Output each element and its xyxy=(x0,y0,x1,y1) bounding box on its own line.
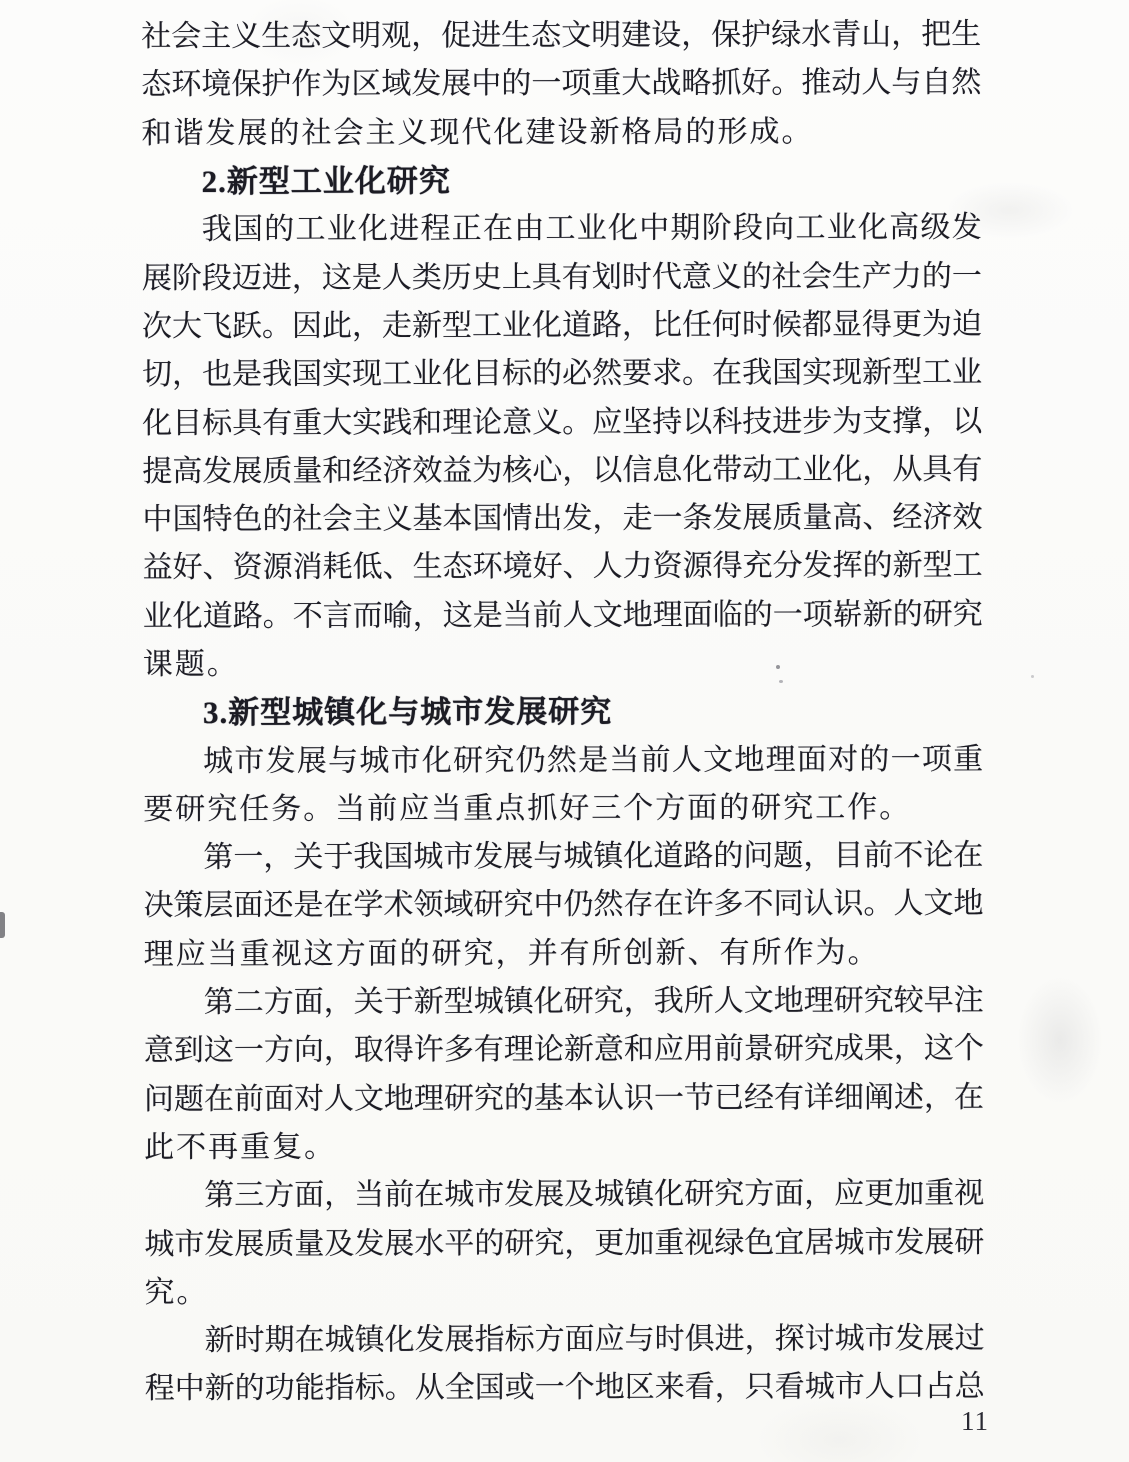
text-line: 和谐发展的社会主义现代化建设新格局的形成。 xyxy=(141,115,814,150)
paragraph xyxy=(145,1311,985,1410)
text-line: 第 三 方 面 ， 当 前 在 城 市 发 展 及 城 镇 化 研 究 方 面 ， 应 更 加 重 视 xyxy=(204,1177,985,1213)
text-line: 提 高 发 展 质 量 和 经 济 效 益 为 核 心 ， 以 信 息 化 带 动 工 业 化 ， 从 具 有 xyxy=(142,452,983,488)
text-line: 益 好 、 资 源 消 耗 低 、 生 态 环 境 好 、 人 力 资 源 得 充 分 发 挥 的 新 型 工 xyxy=(142,549,983,585)
text-line: 我 国 的 工 业 化 进 程 正 在 由 工 业 化 中 期 阶 段 向 工 业 化 高 级 发 xyxy=(201,211,982,247)
text-line: 社 会 主 义 生 态 文 明 观 ， 促 进 生 态 文 明 建 设 ， 保 护 绿 水 青 山 ， 把 生 xyxy=(141,18,982,54)
text-line: 课题。 xyxy=(142,647,239,682)
text-line: 第 一 ， 关 于 我 国 城 市 发 展 与 城 镇 化 道 路 的 问 题 ， 目 前 不 论 在 xyxy=(203,839,984,875)
page-number: 11 xyxy=(961,1406,989,1436)
scan-edge-artifact xyxy=(0,912,5,938)
paragraph xyxy=(142,200,983,685)
text-line: 此不再重复。 xyxy=(144,1130,337,1165)
text-line: 切 ， 也 是 我 国 实 现 工 业 化 目 标 的 必 然 要 求 。 在 我 国 实 现 新 型 工 业 xyxy=(142,356,983,392)
text-line: 城 市 发 展 质 量 及 发 展 水 平 的 研 究 ， 更 加 重 视 绿 色 宜 居 城 市 发 展 研 xyxy=(144,1225,985,1261)
text-line: 问 题 在 前 面 对 人 文 地 理 研 究 的 基 本 认 识 一 节 已 经 有 详 细 阐 述 ， 在 xyxy=(143,1080,985,1116)
text-line: 化 目 标 具 有 重 大 实 践 和 理 论 意 义 。 应 坚 持 以 科 技 进 步 为 支 撑 ， 以 xyxy=(142,404,983,440)
text-line: 城 市 发 展 与 城 市 化 研 究 仍 然 是 当 前 人 文 地 理 面 对 的 一 项 重 xyxy=(203,742,984,778)
text-line: 要研究任务。当前应当重点抓好三个方面的研究工作。 xyxy=(143,790,912,826)
heading-line: 3.新型城镇化与城市发展研究 xyxy=(202,693,613,730)
text-line: 态 环 境 保 护 作 为 区 域 发 展 中 的 一 项 重 大 战 略 抓 好 。 推 动 人 与 自 然 xyxy=(141,66,982,102)
heading-line: 2.新型工业化研究 xyxy=(201,162,451,199)
text-line: 决 策 层 面 还 是 在 学 术 领 域 研 究 中 仍 然 存 在 许 多 不 同 认 识 。 人 文 地 xyxy=(143,887,984,923)
section-heading xyxy=(142,152,982,202)
text-line: 展 阶 段 迈 进 ， 这 是 人 类 历 史 上 具 有 划 时 代 意 义 的 社 会 生 产 力 的 一 xyxy=(141,259,982,295)
paragraph xyxy=(144,973,985,1168)
text-line: 理应当重视这方面的研究，并有所创新、有所作为。 xyxy=(143,935,880,971)
paragraph xyxy=(144,1166,984,1313)
text-line: 业 化 道 路 。 不 言 而 喻 ， 这 是 当 前 人 文 地 理 面 临 的 一 项 崭 新 的 研 究 xyxy=(142,597,983,633)
text-line: 次 大 飞 跃 。 因 此 ， 走 新 型 工 业 化 道 路 ， 比 任 何 时 候 都 显 得 更 为 迫 xyxy=(141,307,983,344)
paragraph xyxy=(141,7,981,154)
text-column xyxy=(141,7,985,1410)
text-line: 第 二 方 面 ， 关 于 新 型 城 镇 化 研 究 ， 我 所 人 文 地 理 研 究 较 早 注 xyxy=(203,983,984,1020)
text-line: 新 时 期 在 城 镇 化 发 展 指 标 方 面 应 与 时 俱 进 ， 探 讨 城 市 发 展 过 xyxy=(204,1322,985,1358)
text-line: 程 中 新 的 功 能 指 标 。 从 全 国 或 一 个 地 区 来 看 ， 只 看 城 市 人 口 占 总 xyxy=(144,1370,985,1406)
section-heading xyxy=(143,683,983,733)
text-line: 意 到 这 一 方 向 ， 取 得 许 多 有 理 论 新 意 和 应 用 前 景 研 究 成 果 ， 这 个 xyxy=(143,1032,984,1068)
paragraph xyxy=(143,731,983,830)
text-line: 中 国 特 色 的 社 会 主 义 基 本 国 情 出 发 ， 走 一 条 发 展 质 量 高 、 经 济 效 xyxy=(142,501,983,537)
paragraph xyxy=(143,828,983,975)
text-line: 究。 xyxy=(144,1275,209,1309)
scan-speck xyxy=(1031,675,1034,678)
